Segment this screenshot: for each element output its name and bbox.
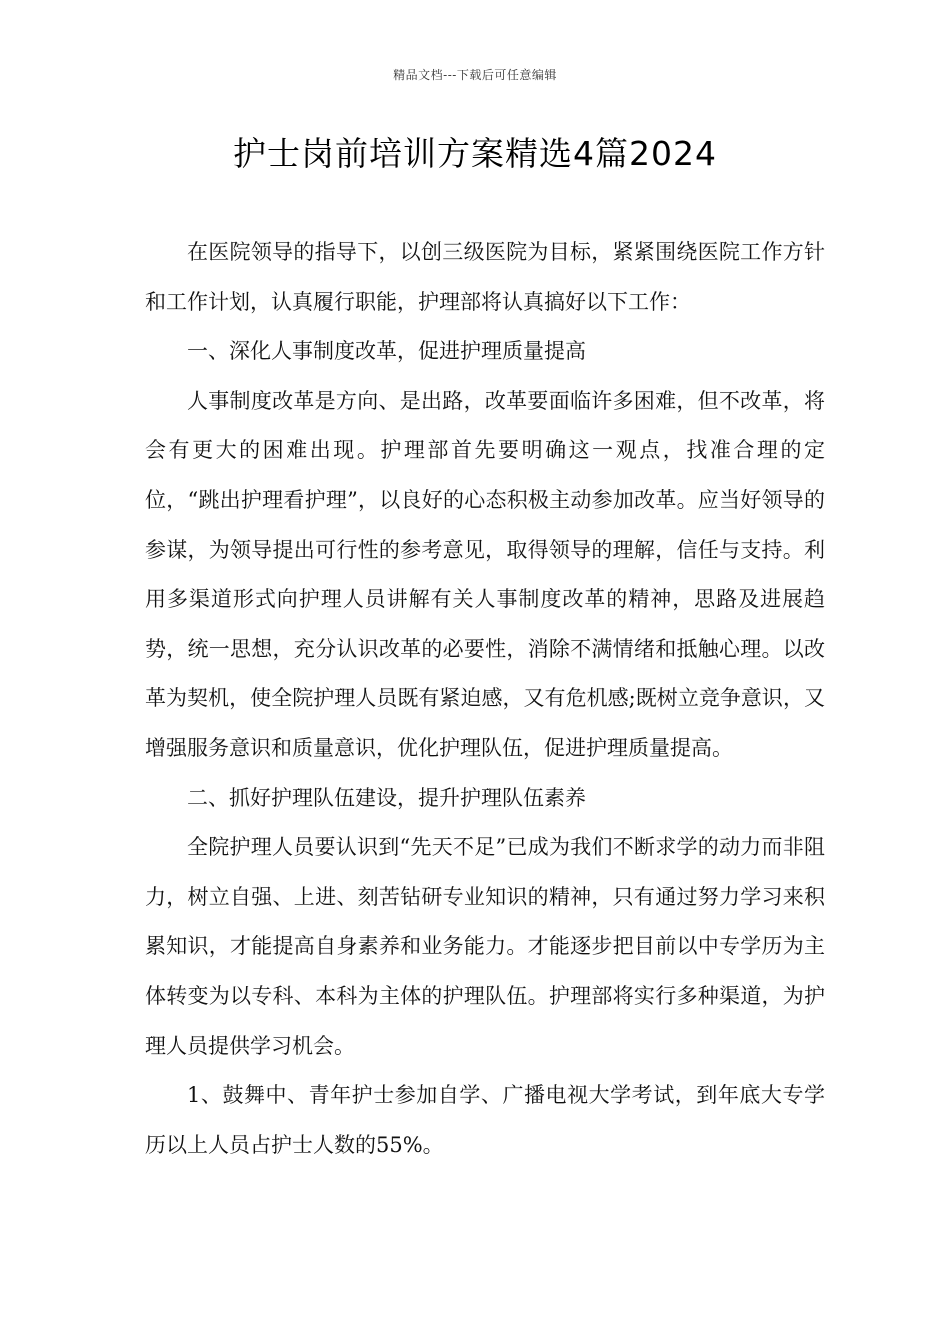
- intro-paragraph: 在医院领导的指导下，以创三级医院为目标，紧紧围绕医院工作方针和工作计划，认真履行职能，护理部将认真搞好以下工作：: [145, 240, 825, 314]
- section-heading-1: 一、深化人事制度改革，促进护理质量提高: [187, 339, 586, 364]
- section-1-paragraph: 人事制度改革是方向、是出路，改革要面临许多困难，但不改革，将会有更大的困难出现。护理部首先要明确这一观点，找准合理的定位，“跳出护理看护理”，以良好的心态积极主动参加改革。应当好领导的参谋，为领导提出可行性的参考意见，取得领导的理解，信任与支持。利用多渠道形式向护理人员讲解有关人事制度改革的精神，思路及进展趋势，统一思想，充分认识改革的必要性，消除不满情绪和抵触心理。以改革为契机，使全院护理人员既有紧迫感，又有危机感;既树立竞争意识，又增强服务意识和质量意识，优化护理队伍，促进护理质量提高。: [145, 388, 825, 760]
- document-title: 护士岗前培训方案精选4篇2024: [233, 134, 717, 173]
- document-body: [145, 228, 825, 1170]
- section-heading-2: 二、抓好护理队伍建设，提升护理队伍素养: [187, 785, 586, 810]
- list-item-1: 1、鼓舞中、青年护士参加自学、广播电视大学考试，到年底大专学历以上人员占护士人数的55%。: [145, 1083, 825, 1157]
- section-2-paragraph: 全院护理人员要认识到“先天不足”已成为我们不断求学的动力而非阻力，树立自强、上进、刻苦钻研专业知识的精神，只有通过努力学习来积累知识，才能提高自身素养和业务能力。才能逐步把目前以中专学历为主体转变为以专科、本科为主体的护理队伍。护理部将实行多种渠道，为护理人员提供学习机会。: [145, 835, 825, 1058]
- header-note: 精品文档---下载后可任意编辑: [393, 68, 557, 82]
